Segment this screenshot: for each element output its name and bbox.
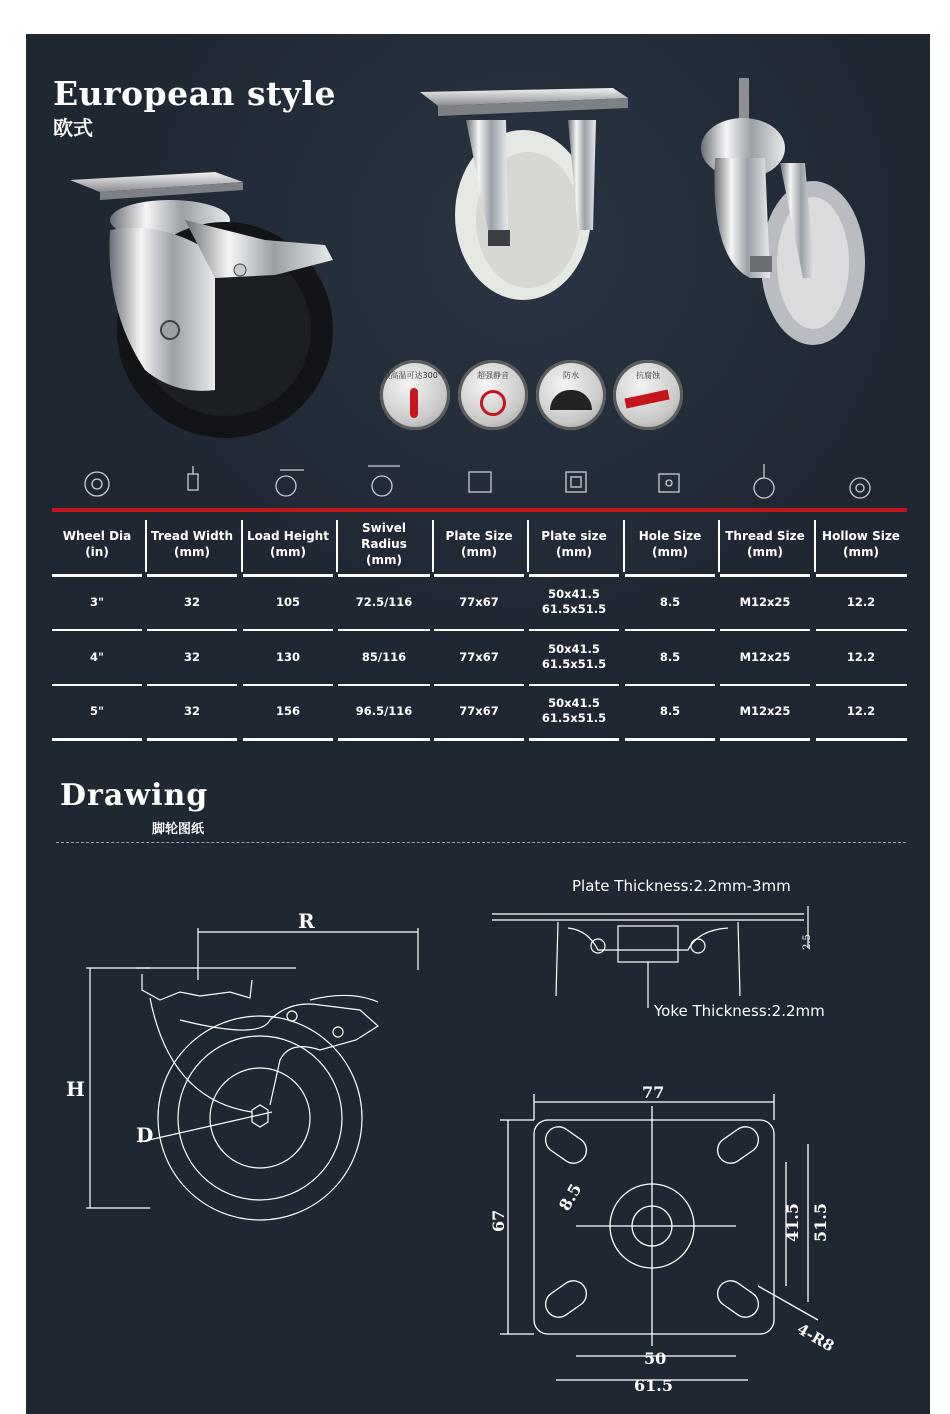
page-title-cn: 欧式 [53, 116, 93, 140]
header-swivel-radius: Swivel Radius (mm) [361, 521, 407, 567]
header-wheel-dia: Wheel Dia (in) [62, 529, 132, 559]
dim-50-label: 50 [644, 1349, 667, 1368]
plate-side-drawing [488, 900, 818, 1010]
drawing-subtitle: 脚轮图纸 [152, 822, 205, 837]
plate-thickness-note: Plate Thickness:2.2mm-3mm [572, 877, 791, 895]
section-divider [56, 842, 906, 843]
drawing-title: Drawing [60, 778, 209, 813]
wheel-dia-icon [85, 472, 109, 496]
plate-top-drawing [486, 1080, 856, 1395]
dim-r-label: R [298, 909, 315, 933]
thermometer-icon: 最高温可达300°C [380, 360, 450, 430]
umbrella-icon: 防水 [536, 360, 606, 430]
dim-67-label: 67 [489, 1209, 508, 1232]
header-thread-size: Thread Size (mm) [725, 529, 805, 559]
page-title: European style [53, 74, 337, 113]
tread-width-icon [188, 466, 198, 490]
spec-table: Wheel Dia (in) Tread Width (mm) Load Height (mm) Swivel Radius (mm) Plate Size (mm) Plate size (mm) Hole Size (mm) Thread Size (mm) Hollow Size (mm) 3" 32 105 72.5/116 77x67 50x41.5 61.5x51.5 8.5 M12x25 12.2 4" 32 130 85/116 77x67 50x41.5 61.5x51.5 8.5 M12x25 12.2 5" 32 156 96.5/116 77x67 50x41.5 61.5x51.5 8.5 M12x25 12.2 [52, 512, 907, 747]
dim-d-label: D [136, 1123, 154, 1147]
caster-brake-image [65, 160, 345, 450]
yoke-thickness-note: Yoke Thickness:2.2mm [654, 1002, 825, 1020]
header-tread-width: Tread Width (mm) [150, 529, 233, 559]
header-hollow-size: Hollow Size (mm) [822, 529, 900, 559]
swivel-radius-icon [368, 466, 400, 496]
dim-r8-label: 4-R8 [794, 1319, 838, 1356]
hollow-size-icon [850, 478, 870, 498]
dim-415-label: 41.5 [783, 1203, 802, 1242]
dim-77-label: 77 [642, 1083, 665, 1102]
caster-threaded-image [695, 78, 875, 348]
caster-rigid-image [418, 80, 633, 305]
dim-thickness-label: 2.5 [802, 934, 813, 950]
header-load-height: Load Height (mm) [247, 529, 329, 559]
column-icons [52, 458, 907, 504]
corrosion-icon: 抗腐蚀 [613, 360, 683, 430]
thread-size-icon [754, 464, 774, 498]
silent-icon: 超强静音 [458, 360, 528, 430]
hole-size-icon [659, 474, 679, 492]
side-view-drawing [60, 900, 460, 1230]
plate-size-icon [469, 472, 491, 492]
header-plate-size-2: Plate size (mm) [541, 529, 607, 559]
load-height-icon [276, 470, 304, 496]
plate-size-2-icon [566, 472, 586, 492]
header-plate-size: Plate Size (mm) [445, 529, 513, 559]
dim-515-label: 51.5 [811, 1203, 830, 1242]
dim-hole-label: 8.5 [555, 1180, 586, 1214]
header-hole-size: Hole Size (mm) [638, 529, 702, 559]
dim-615-label: 61.5 [634, 1376, 673, 1395]
dim-h-label: H [66, 1077, 85, 1101]
